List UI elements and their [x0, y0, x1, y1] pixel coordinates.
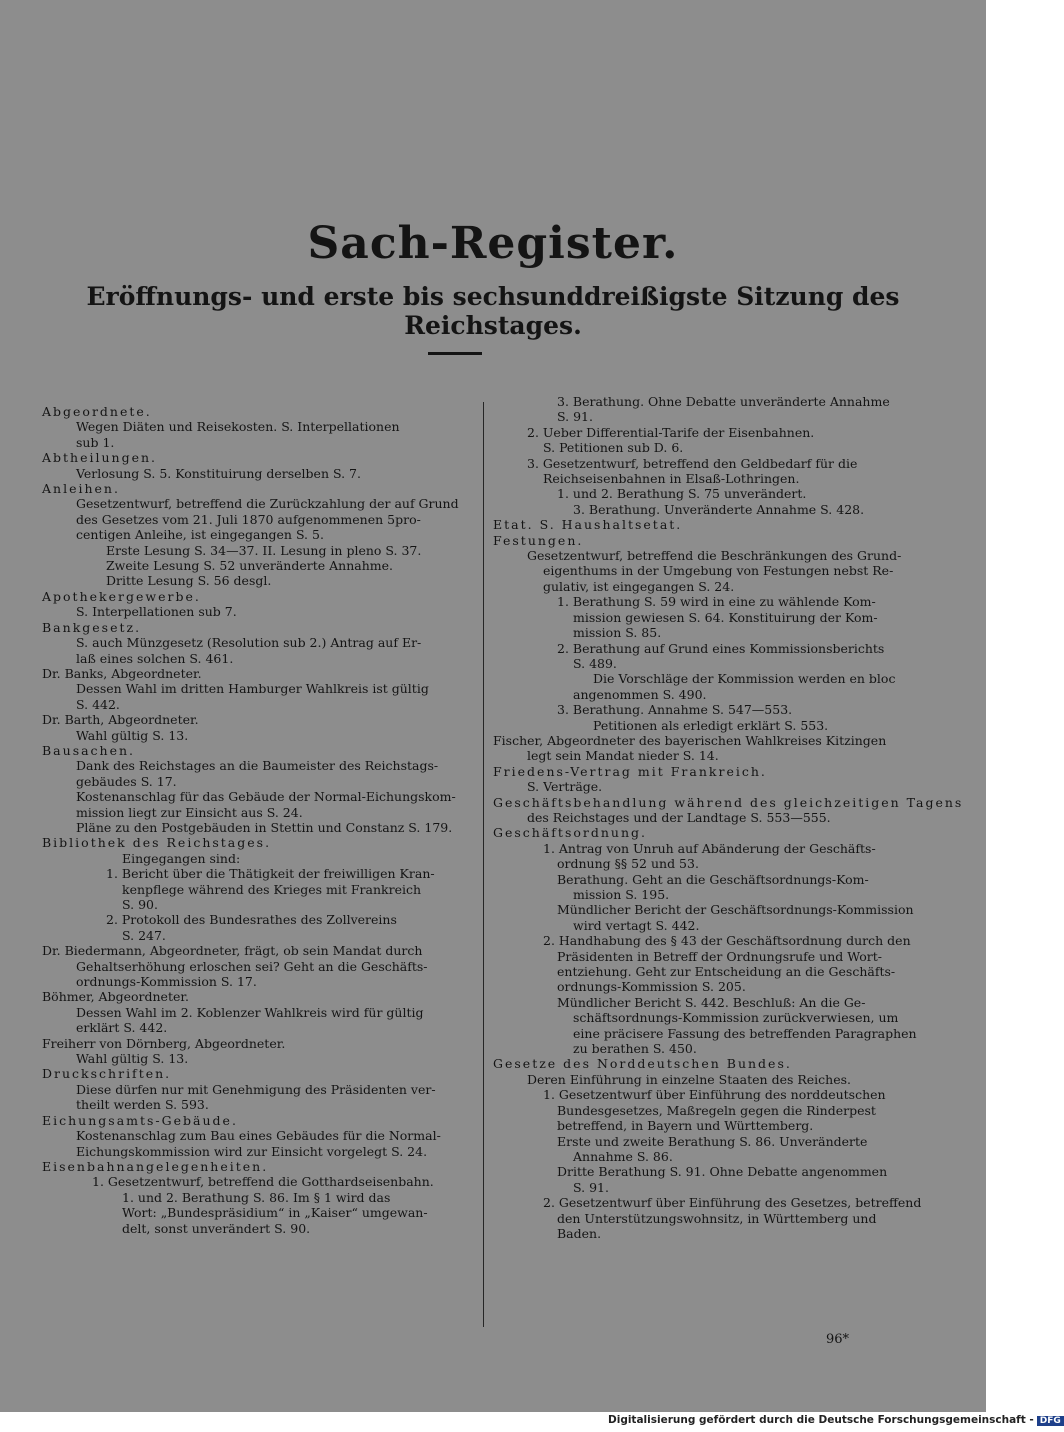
right-index-line: gulativ, ist eingegangen S. 24. [543, 578, 735, 594]
right-index-line: Reichseisenbahnen in Elsaß-Lothringen. [543, 471, 800, 487]
right-index-line: zu berathen S. 450. [573, 1041, 697, 1057]
right-index-line: 3. Berathung. Annahme S. 547—553. [557, 702, 793, 718]
right-index-line: Erste und zweite Berathung S. 86. Unveränderte [557, 1133, 868, 1149]
right-index-line: 1. und 2. Berathung S. 75 unverändert. [557, 486, 807, 502]
right-index-line: 1. Antrag von Unruh auf Abänderung der Geschäfts- [543, 840, 876, 856]
left-index-line: ordnungs-Kommission S. 17. [76, 974, 257, 990]
left-index-line: S. Interpellationen sub 7. [76, 604, 237, 620]
right-index-line: ordnung §§ 52 und 53. [557, 856, 699, 872]
right-index-line: Festungen. [493, 532, 584, 548]
right-index-line: ordnungs-Kommission S. 205. [557, 979, 746, 995]
left-index-line: Bausachen. [42, 742, 136, 758]
right-index-line: Friedens-Vertrag mit Frankreich. [493, 763, 767, 779]
left-index-line: mission liegt zur Einsicht aus S. 24. [76, 804, 303, 820]
column-divider [483, 402, 484, 1327]
left-index-line: Abtheilungen. [42, 450, 158, 466]
left-index-line: Bankgesetz. [42, 619, 142, 635]
left-index-line: theilt werden S. 593. [76, 1097, 209, 1113]
page-title: Sach-Register. [307, 218, 679, 269]
right-index-line: Dritte Berathung S. 91. Ohne Debatte angenommen [557, 1164, 888, 1180]
left-index-line: S. 90. [122, 897, 158, 912]
right-index-line: Deren Einführung in einzelne Staaten des Reiches. [527, 1071, 852, 1087]
left-index-line: sub 1. [76, 434, 115, 450]
right-index-line: 2. Berathung auf Grund eines Kommissionsberichts [557, 640, 885, 656]
right-index-line: entziehung. Geht zur Entscheidung an die Geschäfts- [557, 964, 896, 980]
right-index-line: Gesetze des Norddeutschen Bundes. [493, 1056, 792, 1072]
right-index-line: legt sein Mandat nieder S. 14. [527, 748, 719, 764]
page-subtitle: Eröffnungs- und erste bis sechsunddreißigste Sitzung des Reichstages. [86, 282, 900, 340]
left-index-line: centigen Anleihe, ist eingegangen S. 5. [76, 527, 324, 543]
left-index-line: S. 442. [76, 696, 120, 712]
right-index-line: 2. Ueber Differential-Tarife der Eisenbahnen. [527, 424, 815, 440]
right-index-line: Fischer, Abgeordneter des bayerischen Wahlkreises Kitzingen [493, 732, 887, 748]
left-index-line: Eisenbahnangelegenheiten. [42, 1158, 269, 1174]
left-index-line: 1. Bericht über die Thätigkeit der freiwilligen Kran- [106, 866, 435, 882]
right-index-line: mission gewiesen S. 64. Konstituirung der Kom- [573, 609, 878, 625]
left-index-line: S. 247. [122, 927, 166, 943]
left-index-line: Wahl gültig S. 13. [76, 1051, 189, 1067]
right-index-line: Geschäftsordnung. [493, 825, 647, 841]
right-column [493, 394, 964, 1241]
left-index-line: Kostenanschlag für das Gebäude der Normal-Eichungskom- [76, 789, 456, 805]
left-index-line: 1. Gesetzentwurf, betreffend die Gotthardseisenbahn. [92, 1174, 434, 1190]
right-index-line: 1. Berathung S. 59 wird in eine zu wählende Kom- [557, 594, 876, 610]
left-index-line: Dessen Wahl im dritten Hamburger Wahlkreis ist gültig [76, 681, 429, 697]
right-index-line: S. 91. [573, 1179, 609, 1195]
left-index-line: Eingegangen sind: [122, 850, 241, 866]
right-index-line: Petitionen als erledigt erklärt S. 553. [593, 717, 829, 733]
footer-text: Digitalisierung gefördert durch die Deutsche Forschungsgemeinschaft - [608, 1414, 1034, 1426]
right-index-line: den Unterstützungswohnsitz, in Württemberg und [557, 1210, 877, 1226]
right-index-line: 3. Gesetzentwurf, betreffend den Geldbedarf für die [527, 455, 858, 471]
right-index-line: eigenthums in der Umgebung von Festungen nebst Re- [543, 563, 894, 579]
left-index-line: Zweite Lesung S. 52 unveränderte Annahme. [106, 558, 393, 574]
left-index-line: Abgeordnete. [42, 404, 152, 419]
left-index-line: Dank des Reichstages an die Baumeister des Reichstags- [76, 758, 439, 774]
left-index-line: des Gesetzes vom 21. Juli 1870 aufgenommenen 5pro- [76, 511, 421, 527]
left-index-line: kenpflege während des Krieges mit Frankreich [122, 881, 422, 897]
left-index-line: Eichungskommission wird zur Einsicht vorgelegt S. 24. [76, 1143, 428, 1159]
left-index-line: Böhmer, Abgeordneter. [42, 989, 189, 1005]
left-index-line: laß eines solchen S. 461. [76, 650, 234, 666]
right-index-line: Mündlicher Bericht S. 442. Beschluß: An die Ge- [557, 994, 866, 1010]
left-index-line: Wegen Diäten und Reisekosten. S. Interpellationen [76, 419, 400, 435]
left-index-line: 1. und 2. Berathung S. 86. Im § 1 wird das [122, 1189, 391, 1205]
right-index-line: mission S. 85. [573, 625, 662, 641]
right-index-line: S. 91. [557, 409, 593, 425]
page-number: 96* [826, 1332, 850, 1347]
left-index-line: Dr. Barth, Abgeordneter. [42, 712, 199, 728]
footer-credit [608, 1414, 1064, 1426]
right-index-line: Berathung. Geht an die Geschäftsordnungs-Kom- [557, 871, 869, 887]
left-index-line: 2. Protokoll des Bundesrathes des Zollvereins [106, 912, 397, 928]
left-index-line: Pläne zu den Postgebäuden in Stettin und Constanz S. 179. [76, 819, 453, 835]
left-index-line: Freiherr von Dörnberg, Abgeordneter. [42, 1035, 286, 1051]
right-index-line: Gesetzentwurf, betreffend die Beschränkungen des Grund- [527, 548, 902, 564]
left-index-line: Wort: „Bundespräsidium“ in „Kaiser“ umgewan- [122, 1205, 428, 1221]
right-index-line: Präsidenten in Betreff der Ordnungsrufe und Wort- [557, 948, 882, 964]
right-index-line: wird vertagt S. 442. [573, 917, 700, 933]
right-index-line: Bundesgesetzes, Maßregeln gegen die Rinderpest [557, 1102, 876, 1118]
right-index-line: 2. Handhabung des § 43 der Geschäftsordnung durch den [543, 933, 911, 949]
right-index-line: 1. Gesetzentwurf über Einführung des norddeutschen [543, 1087, 886, 1103]
left-index-line: Druckschriften. [42, 1066, 172, 1082]
right-index-line: Annahme S. 86. [573, 1148, 673, 1164]
left-index-line: Bibliothek des Reichstages. [42, 835, 272, 851]
dfg-logo: DFG [1037, 1416, 1064, 1426]
right-index-line: Geschäftsbehandlung während des gleichzeitigen Tagens [493, 794, 964, 810]
left-index-line: Kostenanschlag zum Bau eines Gebäudes für die Normal- [76, 1128, 441, 1144]
left-index-line: Verlosung S. 5. Konstituirung derselben S. 7. [76, 465, 361, 481]
left-index-line: Erste Lesung S. 34—37. II. Lesung in pleno S. 37. [106, 542, 422, 558]
left-index-line: Diese dürfen nur mit Genehmigung des Präsidenten ver- [76, 1081, 436, 1097]
right-index-line: angenommen S. 490. [573, 686, 707, 702]
left-index-line: Dr. Banks, Abgeordneter. [42, 665, 202, 681]
left-index-line: Dr. Biedermann, Abgeordneter, frägt, ob sein Mandat durch [42, 943, 423, 959]
title-rule [428, 352, 482, 355]
left-index-line: Apothekergewerbe. [42, 588, 201, 604]
left-index-line: Gehaltserhöhung erloschen sei? Geht an die Geschäfts- [76, 958, 428, 974]
left-index-line: Eichungsamts-Gebäude. [42, 1112, 238, 1128]
left-index-line: gebäudes S. 17. [76, 773, 177, 789]
right-index-line: 2. Gesetzentwurf über Einführung des Gesetzes, betreffend [543, 1195, 922, 1211]
right-index-line: Etat. S. Haushaltsetat. [493, 517, 683, 533]
right-index-line: Baden. [557, 1225, 602, 1241]
right-index-line: betreffend, in Bayern und Württemberg. [557, 1118, 814, 1134]
left-index-line: delt, sonst unverändert S. 90. [122, 1220, 311, 1236]
right-index-line: des Reichstages und der Landtage S. 553—555. [527, 809, 831, 825]
right-index-line: 3. Berathung. Ohne Debatte unveränderte Annahme [557, 394, 890, 409]
right-index-line: schäftsordnungs-Kommission zurückverwiesen, um [573, 1010, 899, 1026]
left-index-line: Gesetzentwurf, betreffend die Zurückzahlung der auf Grund [76, 496, 459, 512]
right-index-line: 3. Berathung. Unveränderte Annahme S. 428. [573, 501, 865, 517]
right-index-line: S. Petitionen sub D. 6. [543, 440, 684, 456]
left-index-line: erklärt S. 442. [76, 1020, 168, 1036]
left-index-line: Wahl gültig S. 13. [76, 727, 189, 743]
right-index-line: S. Verträge. [527, 779, 603, 795]
left-index-line: Dritte Lesung S. 56 desgl. [106, 573, 272, 589]
left-index-line: Anleihen. [42, 481, 120, 497]
right-index-line: Mündlicher Bericht der Geschäftsordnungs-Kommission [557, 902, 914, 918]
right-index-line: Die Vorschläge der Kommission werden en bloc [593, 671, 896, 687]
right-index-line: eine präcisere Fassung des betreffenden Paragraphen [573, 1025, 917, 1041]
right-index-line: mission S. 195. [573, 887, 670, 902]
left-index-line: S. auch Münzgesetz (Resolution sub 2.) Antrag auf Er- [76, 635, 422, 651]
left-column [42, 404, 476, 1236]
left-index-line: Dessen Wahl im 2. Koblenzer Wahlkreis wird für gültig [76, 1004, 424, 1020]
right-index-line: S. 489. [573, 655, 617, 671]
